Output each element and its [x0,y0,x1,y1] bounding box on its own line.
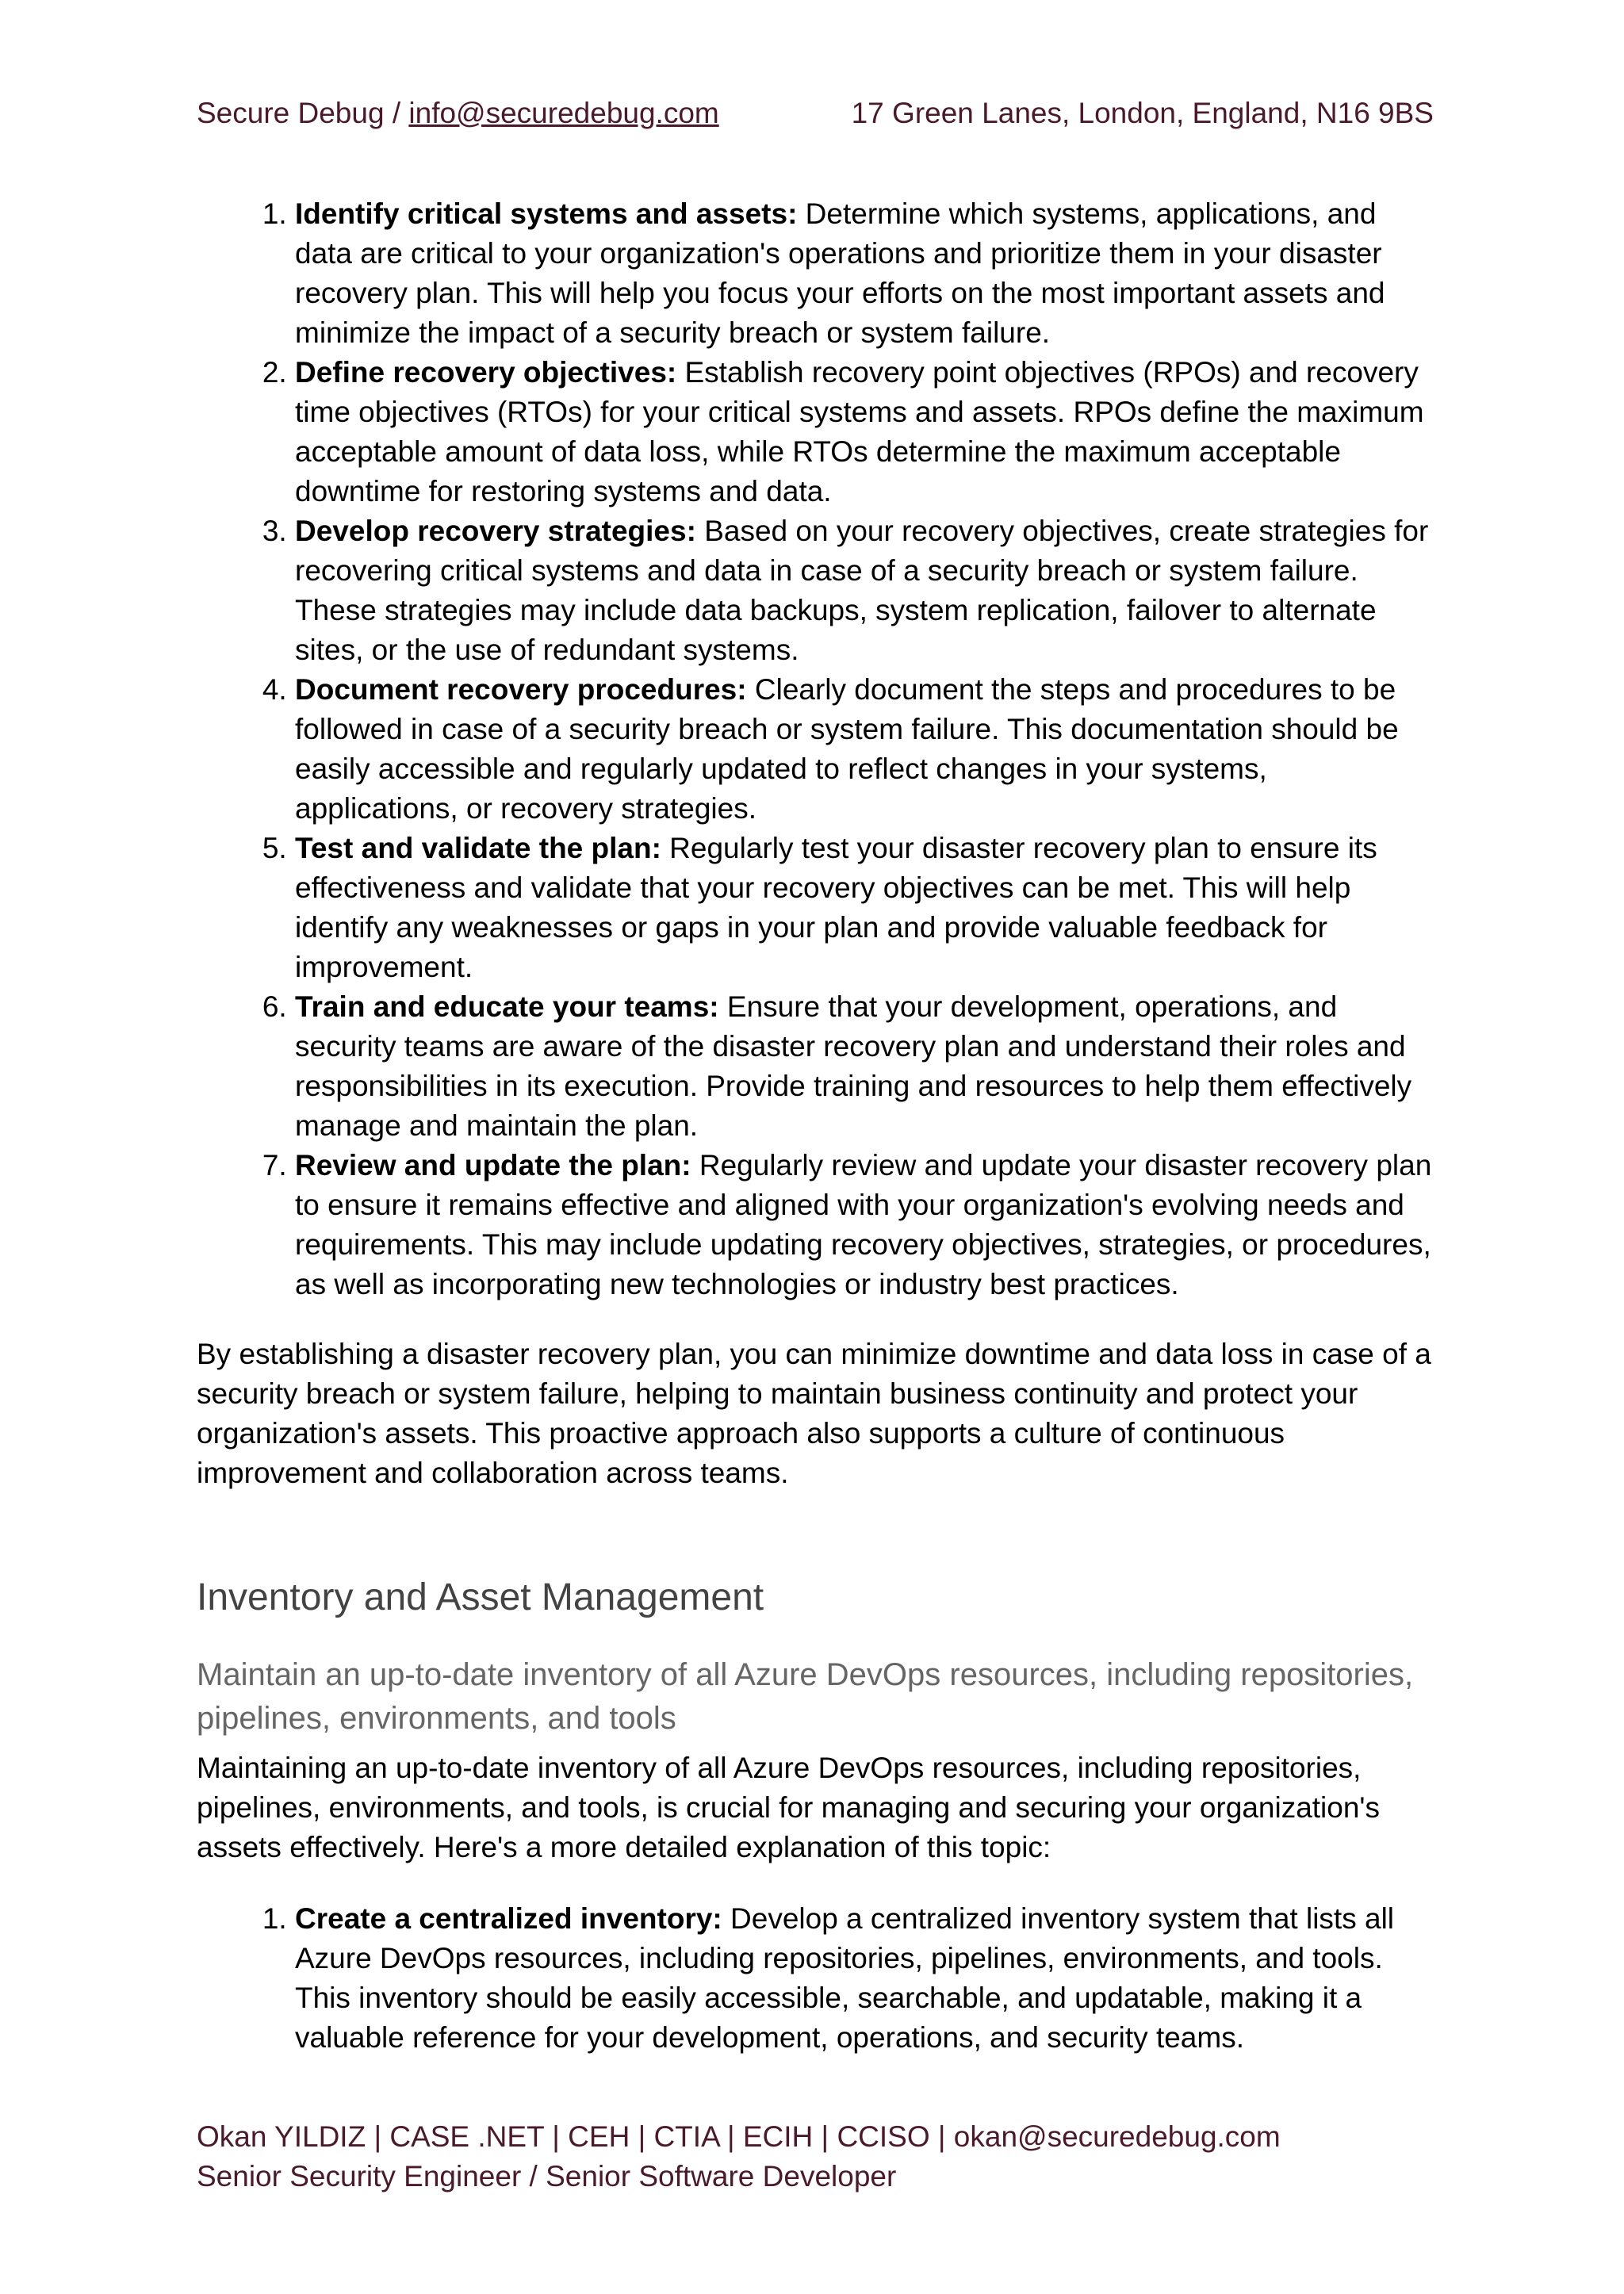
header-email-link[interactable]: info@securedebug.com [408,97,719,129]
footer-author-line: Okan YILDIZ | CASE .NET | CEH | CTIA | ECIH | CCISO | okan@securedebug.com [197,2120,1281,2153]
list-item-text: Based on your recovery objectives, create strategies for recovering critical systems and data in case of a security breach or system failure. These strategies may include data backups, system replication, failover to alternate sites, or the use of redundant systems. [295,515,1429,666]
page-header [197,97,1434,136]
section-heading: Inventory and Asset Management [197,1576,764,1618]
header-company [197,97,719,130]
inventory-steps-list [197,1899,1438,2058]
list-item-text: Ensure that your development, operations, and security teams are aware of the disaster recovery plan and understand their roles and responsibilities in its execution. Provide training and resources to help them effectively manage and maintain the plan. [295,990,1412,1142]
list-item [295,194,1438,353]
header-company-name: Secure Debug / [197,97,409,129]
list-item-text: Develop a centralized inventory system that lists all Azure DevOps resources, including repositories, pipelines, environments, and tools. This inventory should be easily accessible, searchable, and updatable, making it a valuable reference for your development, operations, and security teams. [295,1902,1395,2054]
list-item [295,1899,1438,2058]
list-item-title: Review and update the plan: [295,1149,691,1181]
list-item-title: Develop recovery strategies: [295,515,696,547]
list-item-text: Determine which systems, applications, and data are critical to your organization's operations and prioritize them in your disaster recovery plan. This will help you focus your efforts on the most important assets and minimize the impact of a security breach or system failure. [295,197,1385,349]
list-item-text: Clearly document the steps and procedures to be followed in case of a security breach or system failure. This documentation should be easily accessible and regularly updated to reflect changes in your systems, applications, or recovery strategies. [295,673,1399,825]
list-item [295,511,1438,670]
list-item-title: Test and validate the plan: [295,832,661,864]
footer-role-line: Senior Security Engineer / Senior Software Developer [197,2160,897,2193]
list-item-title: Identify critical systems and assets: [295,197,798,230]
list-item [295,829,1438,987]
list-item-text: Regularly review and update your disaster recovery plan to ensure it remains effective and aligned with your organization's evolving needs and requirements. This may include updating recovery objectives, strategies, or procedures, as well as incorporating new technologies or industry best practices. [295,1149,1432,1300]
list-item [295,670,1438,829]
document-body [197,194,1438,2058]
list-item-title: Define recovery objectives: [295,356,677,389]
list-item-text: Regularly test your disaster recovery plan to ensure its effectiveness and validate that your recovery objectives can be met. This will help identify any weaknesses or gaps in your plan and provide valuable feedback for improvement. [295,832,1377,983]
list-item [295,987,1438,1146]
intro-paragraph: Maintaining an up-to-date inventory of all Azure DevOps resources, including repositories, pipelines, environments, and tools, is crucial for managing and securing your organization's assets effectively. Here's a more detailed explanation of this topic: [197,1752,1380,1863]
list-item-title: Document recovery procedures: [295,673,747,706]
list-item [295,353,1438,511]
page-footer [197,2117,1281,2196]
list-item-title: Train and educate your teams: [295,990,719,1023]
list-item [295,1146,1438,1304]
header-address: 17 Green Lanes, London, England, N16 9BS [851,97,1434,129]
subsection-heading: Maintain an up-to-date inventory of all Azure DevOps resources, including repositories, pipelines, environments, and tools [197,1657,1414,1736]
list-item-title: Create a centralized inventory: [295,1902,722,1935]
disaster-recovery-steps-list [197,194,1438,1304]
list-item-text: Establish recovery point objectives (RPOs) and recovery time objectives (RTOs) for your critical systems and assets. RPOs define the maximum acceptable amount of data loss, while RTOs determine the maximum acceptable downtime for restoring systems and data. [295,356,1424,507]
summary-paragraph: By establishing a disaster recovery plan, you can minimize downtime and data loss in case of a security breach or system failure, helping to maintain business continuity and protect your organization's assets. This proactive approach also supports a culture of continuous improvement and collaboration across teams. [197,1338,1431,1489]
